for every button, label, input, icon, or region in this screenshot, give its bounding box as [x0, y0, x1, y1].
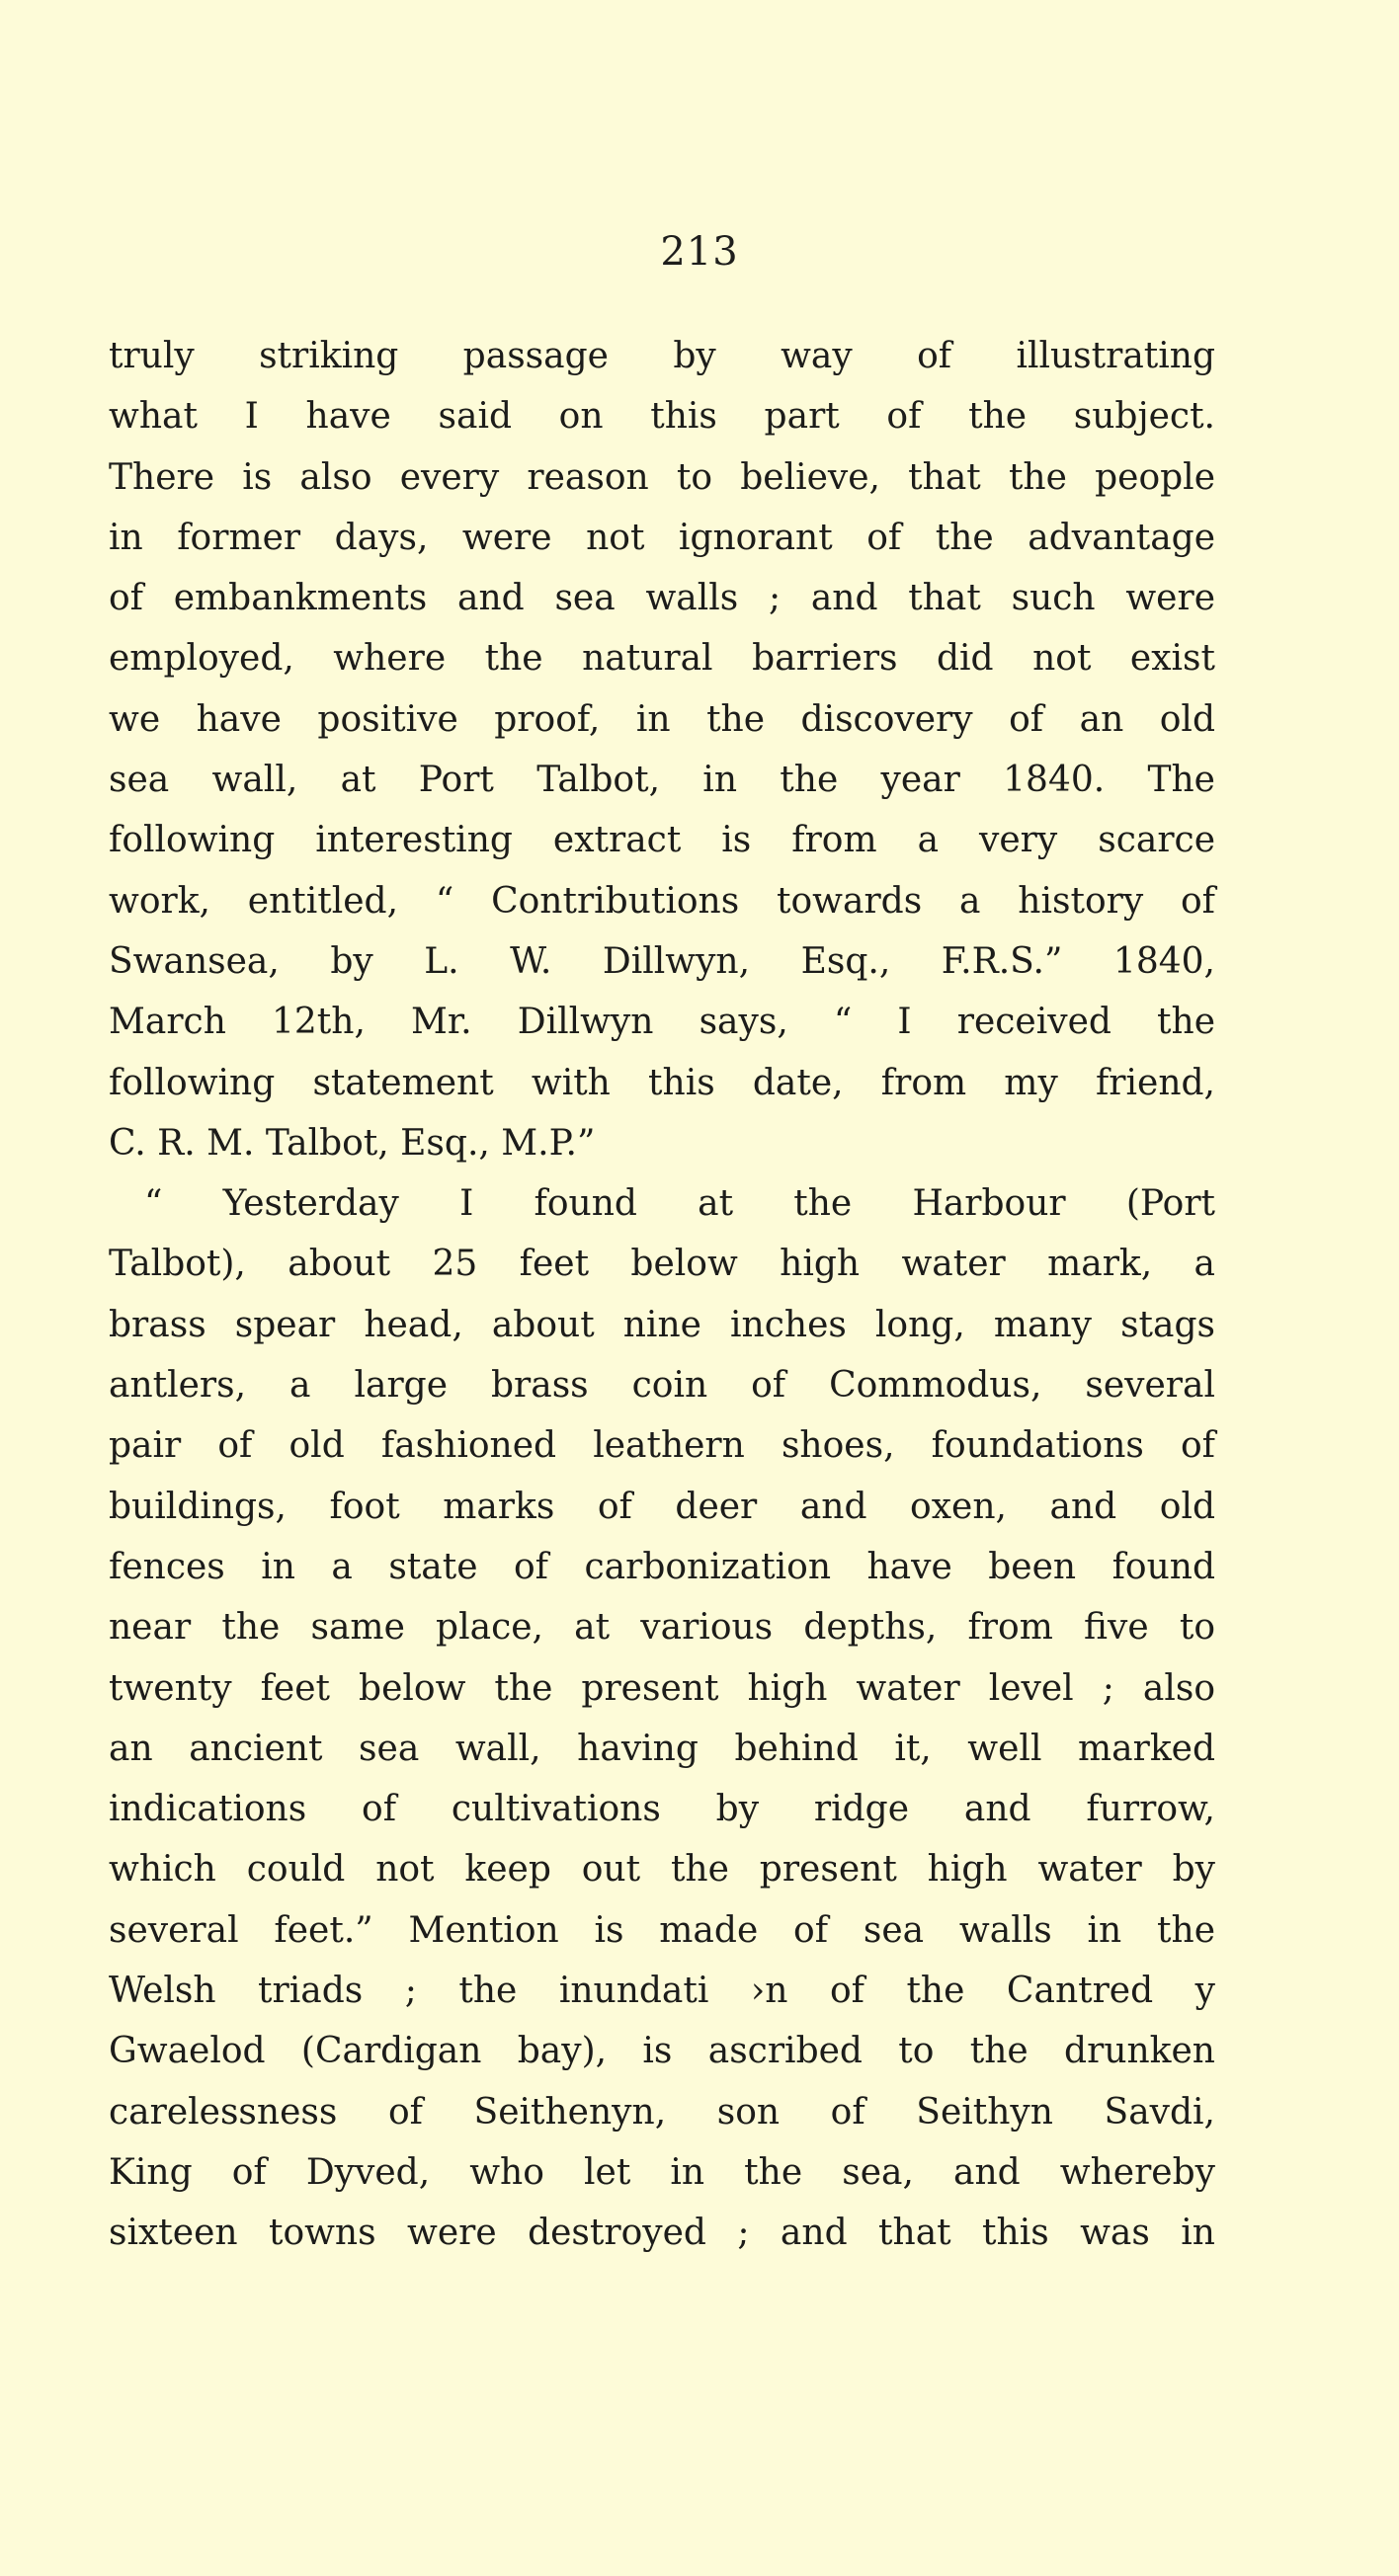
text-line: March 12th, Mr. Dillwyn says, “ I received the	[109, 1002, 1215, 1043]
text-line: in former days, were not ignorant of the advantage	[109, 517, 1215, 558]
text-line: indications of cultivations by ridge and furrow,	[109, 1789, 1215, 1830]
text-line: pair of old fashioned leathern shoes, foundations of	[109, 1425, 1215, 1467]
text-line: we have positive proof, in the discovery of an old	[109, 698, 1215, 740]
text-line: what I have said on this part of the subject.	[109, 396, 1215, 438]
text-line: carelessness of Seithenyn, son of Seithyn Savdi,	[109, 2091, 1215, 2133]
text-line: following statement with this date, from my friend,	[109, 1062, 1215, 1103]
text-line: C. R. M. Talbot, Esq., M.P.”	[109, 1122, 596, 1164]
text-line: which could not keep out the present high water by	[109, 1849, 1215, 1891]
text-line: fences in a state of carbonization have been found	[109, 1546, 1215, 1587]
body-text	[109, 326, 1215, 2264]
text-line: near the same place, at various depths, from five to	[109, 1607, 1215, 1649]
page-number: 213	[660, 229, 739, 275]
text-line: sea wall, at Port Talbot, in the year 1840. The	[109, 760, 1215, 801]
text-line: Welsh triads ; the inundati ›n of the Cantred y	[109, 1971, 1215, 2012]
text-line: There is also every reason to believe, that the people	[109, 456, 1215, 498]
text-line: antlers, a large brass coin of Commodus, several	[109, 1365, 1215, 1407]
text-line: of embankments and sea walls ; and that such were	[109, 578, 1215, 619]
text-line: following interesting extract is from a very scarce	[109, 820, 1215, 861]
text-line: “ Yesterday I found at the Harbour (Port	[144, 1183, 1215, 1225]
text-line: Talbot), about 25 feet below high water mark, a	[109, 1244, 1215, 1285]
text-line: brass spear head, about nine inches long, many stags	[109, 1304, 1215, 1345]
text-line: Swansea, by L. W. Dillwyn, Esq., F.R.S.” 1840,	[109, 940, 1215, 982]
text-line: work, entitled, “ Contributions towards a history of	[109, 880, 1215, 922]
text-line: sixteen towns were destroyed ; and that this was in	[109, 2213, 1215, 2254]
text-line: truly striking passage by way of illustrating	[109, 336, 1215, 376]
text-line: King of Dyved, who let in the sea, and whereby	[109, 2151, 1215, 2193]
text-line: buildings, foot marks of deer and oxen, and old	[109, 1486, 1215, 1527]
text-line: several feet.” Mention is made of sea walls in the	[109, 1909, 1215, 1951]
text-line: Gwaelod (Cardigan bay), is ascribed to the drunken	[109, 2031, 1215, 2072]
text-line: twenty feet below the present high water level ; also	[109, 1667, 1215, 1709]
text-line: an ancient sea wall, having behind it, well marked	[109, 1728, 1215, 1769]
text-line: employed, where the natural barriers did not exist	[109, 638, 1215, 680]
